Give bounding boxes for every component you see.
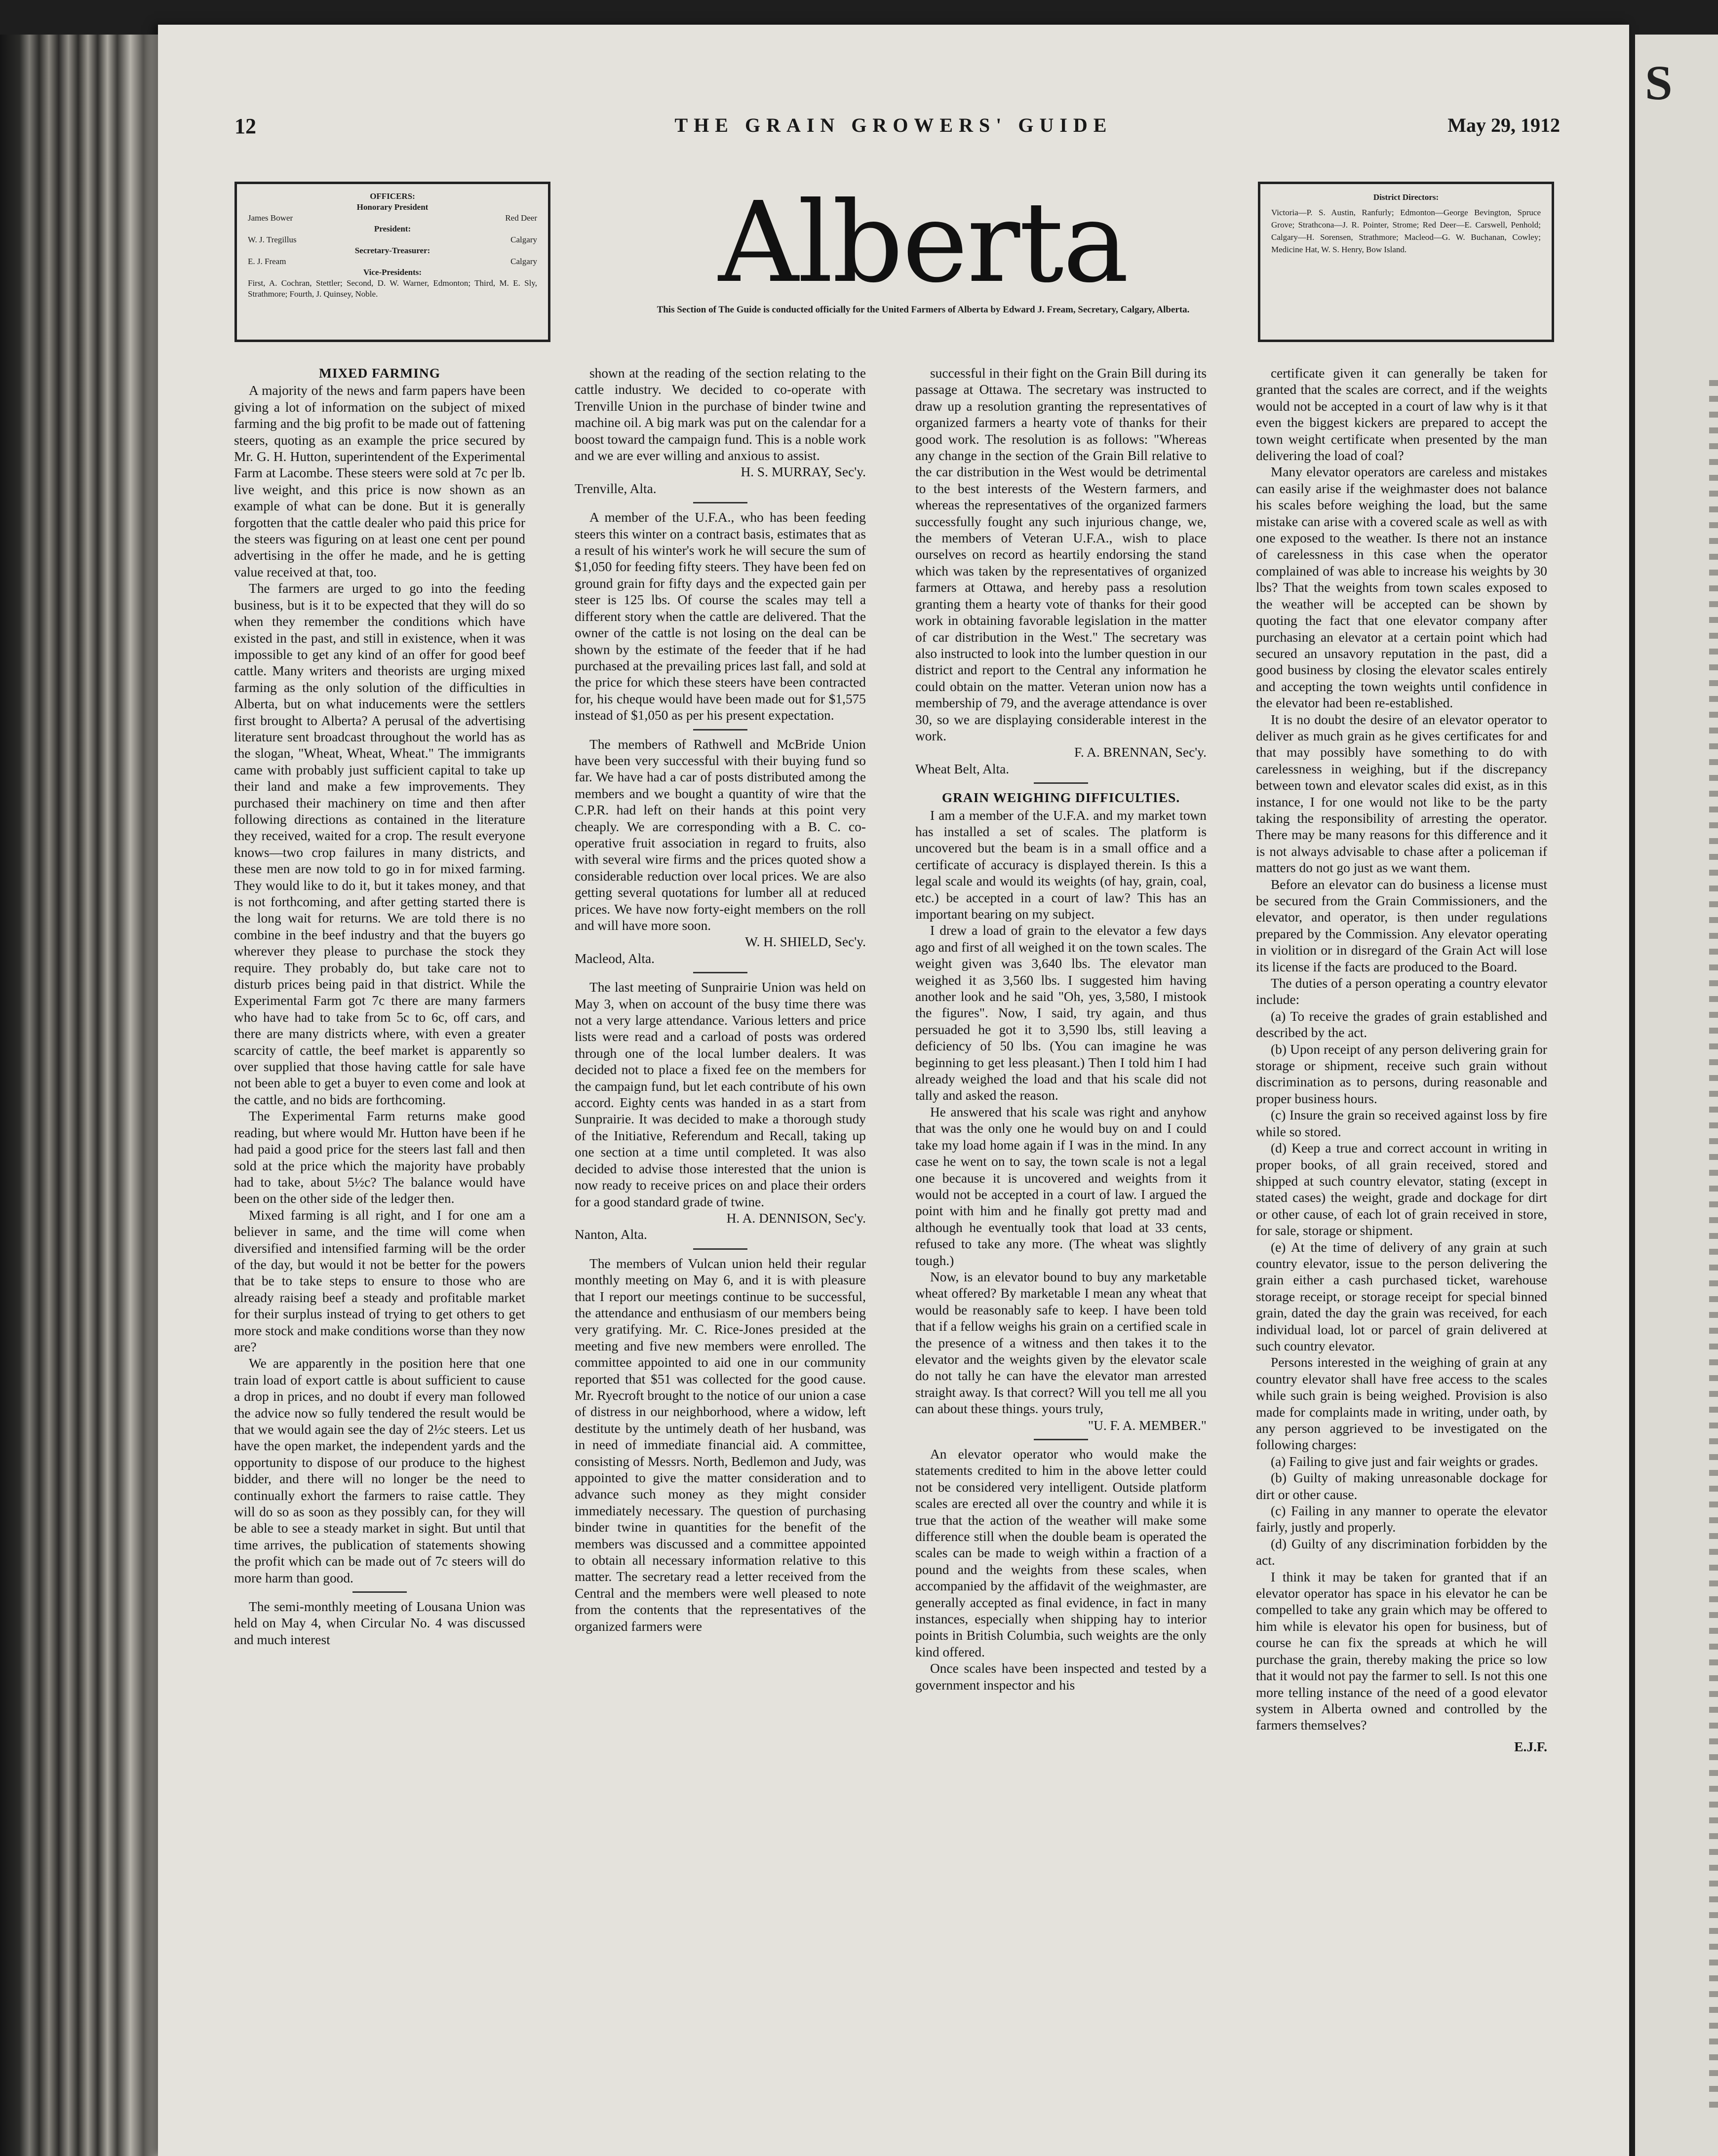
publication-title: THE GRAIN GROWERS' GUIDE	[674, 114, 1113, 136]
column-1	[234, 365, 525, 1648]
next-page-text-line	[1709, 791, 1718, 797]
next-page-text-line	[1709, 1738, 1718, 1744]
next-page-text-line	[1709, 949, 1718, 955]
section-rule	[1034, 782, 1088, 784]
next-page-text-line	[1709, 1517, 1718, 1523]
next-page-text-line	[1709, 1438, 1718, 1444]
next-page-text-line	[1709, 1122, 1718, 1128]
section-rule	[693, 502, 747, 503]
article-paragraph: The members of Vulcan union held their regular monthly meeting on May 6, and it is with pleasure that I report our meetings continue to be successful, the attendance and enthusiasm of our members being very gratifying. Mr. C. Rice-Jones presided at the meeting and five new members were enrolled. The committee appointed to aid one in our community reported that $51 was collected for the good cause. Mr. Ryecroft brought to the notice of our union a case of distress in our neighborhood, where a widow, left destitute by the untimely death of her husband, was in need of immediate financial aid. A committee, consisting of Messrs. North, Bedlemon and Judy, was appointed to give the matter consideration and to advance such money as they might consider immediately necessary. The question of purchasing binder twine in quantities for the benefit of the members was discussed and a committee appointed to obtain all necessary information relative to this matter. The secretary read a letter received from the Central and the members were well pleased to note from the contents that the representatives of the organized farmers were	[575, 1256, 866, 1634]
next-page-text-line	[1709, 933, 1718, 939]
newspaper-page	[158, 25, 1629, 2156]
next-page-text-line	[1709, 1628, 1718, 1634]
next-page-text-line	[1709, 1596, 1718, 1602]
author-initials: E.J.F.	[1514, 1739, 1547, 1754]
article-paragraph: (b) Guilty of making unreasonable dockage for dirt or other cause.	[1256, 1470, 1547, 1502]
signature: W. H. SHIELD, Sec'y.	[745, 934, 866, 950]
section-rule	[1034, 1439, 1088, 1440]
signature: H. S. MURRAY, Sec'y.	[741, 464, 866, 480]
next-page-text-line	[1709, 1312, 1718, 1318]
next-page-text-line	[1709, 838, 1718, 844]
article-paragraph: A member of the U.F.A., who has been feeding steers this winter on a contract basis, estimates that as a result of his winter's work he will secure the sum of $1,050 for feeding fifty steers. They have been fed on ground grain for fifty days and the expected gain per steer is 125 lbs. Of course the scales may tell a different story when the cattle are delivered. That the owner of the cattle is not losing on the deal can be shown by the estimate of the feeder that if he had purchased at the prevailing prices last fall, and sold at the price for which these steers have been contracted for, his cheque would have been made out for $1,575 instead of $1,050 as per his present expectation.	[575, 510, 866, 723]
next-page-text-line	[1709, 585, 1718, 591]
article-paragraph: He answered that his scale was right and anyhow that was the only one he would buy on and I could take my load home again if I was in the mind. In any case he went on to say, the town scale is not a legal one because it is uncovered and weights from it would not be accepted in a court of law. I argued the point with him and he finally got pretty mad and although he eventually took that load at 33 cents, refused to take any more. (The wheat was slightly tough.)	[915, 1104, 1207, 1268]
next-page-text-line	[1709, 1091, 1718, 1097]
article-paragraph: The members of Rathwell and McBride Union have been very successful with their buying fund so far. We have had a car of posts distributed among the members and we bought a quantity of wire that the C.P.R. had left on their hands at this point very cheaply. We are corresponding with a B. C. co-operative fruit association in regard to fruits, also with several wire firms and the prices quoted show a considerable reduction over local prices. We are also getting several quotations for lumber all at reduced prices. We have now forty-eight members on the roll and will have more soon.	[575, 736, 866, 933]
honorary-president-row	[248, 213, 537, 224]
directors-list: Victoria—P. S. Austin, Ranfurly; Edmonton—George Bevington, Spruce Grove; Strathcona—J. R. Pointer, Strome; Red Deer—E. Carswell, Penhold; Calgary—H. Sorensen, Strathmore; Macleod—G. W. Buchanan, Cowley; Medicine Hat, W. S. Henry, Bow Island.	[1271, 208, 1541, 254]
next-page-text-line	[1709, 1549, 1718, 1555]
next-page-text-line	[1709, 1849, 1718, 1855]
next-page-text-line	[1709, 1233, 1718, 1239]
column-3	[915, 365, 1207, 1694]
article-paragraph: Before an elevator can do business a license must be secured from the Grain Commissioners, and the elevator, and operator, is then under regulations prepared by the Commission. Any elevator operating in violition or in disregard of the Grain Act will lose its license if the facts are produced to the Board.	[1256, 877, 1547, 974]
next-page-text-line	[1709, 712, 1718, 718]
next-page-text-line	[1709, 1043, 1718, 1049]
next-page-text-line	[1709, 506, 1718, 512]
next-page-text-line	[1709, 1170, 1718, 1176]
next-page-text-line	[1709, 1423, 1718, 1428]
next-page-text-line	[1709, 2023, 1718, 2029]
next-page-text-line	[1709, 1817, 1718, 1823]
next-page-text-line	[1709, 1486, 1718, 1492]
dateline: Macleod, Alta.	[575, 951, 655, 966]
next-page-text-line	[1709, 1012, 1718, 1018]
next-page-text-line	[1709, 475, 1718, 481]
next-page-text-line	[1709, 870, 1718, 876]
next-page-text-line	[1709, 459, 1718, 465]
officers-box	[234, 182, 550, 342]
dateline: Wheat Belt, Alta.	[915, 761, 1010, 776]
next-page-text-line	[1709, 1107, 1718, 1113]
next-page-text-line	[1709, 1770, 1718, 1776]
article-paragraph: We are apparently in the position here that one train load of export cattle is about sufficient to cause a drop in prices, and no doubt if every man followed the advice now so fully tendered the result would be that we would again see the day of 2½c steers. Let us have the open market, the independent yards and the opportunity to dispose of our produce to the highest bidder, and there will no longer be the need to continually exhort the farmers to raise cattle. They will do so as soon as they possibly can, for they will be able to see a steady market in sight. But until that time arrives, the publication of statements showing the profit which can be made out of 7c steers will do more harm than good.	[234, 1356, 525, 1585]
next-page-text-line	[1709, 1186, 1718, 1192]
article-paragraph: (b) Upon receipt of any person delivering grain for storage or shipment, receive such grain without discrimination as to persons, during reasonable and proper business hours.	[1256, 1041, 1547, 1106]
next-page-text-line	[1709, 649, 1718, 654]
next-page-text-line	[1709, 807, 1718, 812]
next-page-text-line	[1709, 1833, 1718, 1839]
next-page-text-line	[1709, 1881, 1718, 1886]
next-page-text-line	[1709, 775, 1718, 781]
next-page-text-line	[1709, 2086, 1718, 2092]
directors-title: District Directors:	[1373, 192, 1439, 202]
next-page-text-line	[1709, 1249, 1718, 1255]
secretary-name: E. J. Fream	[248, 257, 286, 266]
next-page-title-fragment: S	[1645, 55, 1675, 110]
article-paragraph: (d) Guilty of any discrimination forbidden by the act.	[1256, 1536, 1547, 1568]
next-page-text-line	[1709, 680, 1718, 686]
next-page-text-line	[1709, 1059, 1718, 1065]
article-paragraph: Now, is an elevator bound to buy any marketable wheat offered? By marketable I mean any wheat that would be reasonably safe to keep. I have been told that if a fellow weighs his grain on a certified scale in the presence of a witness and then takes it to the elevator and the weights given by the elevator scale do not tally he can have the elevator man arrested straight away. Is that correct? Will you tell me all you can about these things. yours truly,	[915, 1269, 1207, 1417]
vice-presidents-list: First, A. Cochran, Stettler; Second, D. W. Warner, Edmonton; Third, M. E. Sly, Strathmore; Fourth, J. Quinsey, Noble.	[248, 278, 537, 299]
next-page-text-line	[1709, 1154, 1718, 1160]
next-page-text-line	[1709, 1565, 1718, 1571]
article-paragraph: The farmers are urged to go into the feeding business, but is it to be expected that they will do so when they remember the conditions which have existed in the past, and still in existence, when it was impossible to get any kind of an offer for good beef cattle. Many writers and theorists are urging mixed farming as the only solution of the difficulties in Alberta, but on what inducements were the settlers first brought to Alberta? A perusal of the advertising literature sent broadcast throughout the world has as the slogan, "Wheat, Wheat, Wheat." The immigrants came with probably just sufficient capital to take up their land and make a few improvements. They purchased their machinery on time and then after following directions as contained in the literature they received, waited for a crop. The result everyone knows—two crop failures in many districts, and these men are now told to go in for mixed farming. They would like to do it, but it takes money, and that is not forthcoming, and after getting started there is the long wait for returns. We are told there is no combine in the beef industry and that the buyers go wherever they please to purchase the stock they require. They probably do, but take care not to disturb prices being paid in that district. While the Experimental Farm got 7c there are many farmers who have had to take from 5c to 6c, off cars, and there are many districts where, with even a greater scarcity of cattle, the beef market is apparently so over supplied that those having cattle for sale have not been able to get a buyer to even come and look at the cattle, and no bids are forthcoming.	[234, 581, 525, 1107]
column-2	[575, 365, 866, 1635]
article-paragraph: I am a member of the U.F.A. and my market town has installed a set of scales. The platform is uncovered but the beam is in a small office and a certificate of accuracy is displayed therein. Is this a legal scale and would its weights (of hay, grain, coal, etc.) be accepted in a court of law? This has an important bearing on my subject.	[915, 808, 1207, 922]
next-page-text-line	[1709, 538, 1718, 544]
next-page-text-line	[1709, 1675, 1718, 1681]
next-page-text-line	[1709, 1375, 1718, 1381]
article-paragraph: (e) At the time of delivery of any grain at such country elevator, issue to the person delivering the grain either a cash purchased ticket, warehouse storage receipt, or storage receipt for special binned grain, dated the day the grain was received, for each individual load, lot or parcel of grain delivered at such country elevator.	[1256, 1239, 1547, 1353]
article-paragraph: (c) Failing in any manner to operate the elevator fairly, justly and properly.	[1256, 1503, 1547, 1535]
next-page-text-line	[1709, 2102, 1718, 2108]
next-page-text-line	[1709, 1328, 1718, 1334]
secretary-label: Secretary-Treasurer:	[354, 246, 430, 255]
next-page-text-line	[1709, 570, 1718, 576]
next-page-text-line	[1709, 664, 1718, 670]
article-paragraph: An elevator operator who would make the statements credited to him in the above letter could not be considered very intelligent. Outside platform scales are erected all over the country and while it is true that the action of the weather will make some difference still when the double beam is operated the scales can be made to weigh within a fraction of a pound and the weights from these scales, when accompanied by the affidavit of the weighmaster, are generally accepted as final evidence, in fact in many instances, especially when shipping hay to interior points in British Columbia, such weights are the only kind offered.	[915, 1447, 1207, 1659]
section-rule	[693, 729, 747, 731]
section-rule	[693, 1248, 747, 1250]
president-row	[248, 234, 537, 245]
next-page-text-line	[1709, 2054, 1718, 2060]
next-page-text-line	[1709, 728, 1718, 733]
article-paragraph: I drew a load of grain to the elevator a few days ago and first of all weighed it on the town scales. The weight given was 3,640 lbs. The elevator man weighed it as 3,560 lbs. I suggested him having another look and he said "Oh, yes, 3,580, I mistook the figures". Now, I said, try again, and thus persuaded he got it to 3,590 lbs, still leaving a deficiency of 50 lbs. (You can imagine he was beginning to get less pleasant.) Then I told him I had already weighed the load and that his scale did not tally and asked the reason.	[915, 923, 1207, 1103]
article-paragraph: shown at the reading of the section relating to the cattle industry. We decided to co-operate with Trenville Union in the purchase of binder twine and machine oil. A big mark was put on the calendar for a boost toward the campaign fund. This is a noble work and we are ever willing and anxious to assist.	[575, 366, 866, 463]
next-page-text-line	[1709, 759, 1718, 765]
article-paragraph: certificate given it can generally be taken for granted that the scales are correct, and if the weights would not be accepted in a court of law why is it that even the biggest kickers are prepared to accept the town weight certificate when presented by the man delivering the load of coal?	[1256, 366, 1547, 463]
article-paragraph: (c) Insure the grain so received against loss by fire while so stored.	[1256, 1108, 1547, 1139]
secretary-row	[248, 256, 537, 267]
honorary-president-place: Red Deer	[505, 213, 537, 223]
next-page-text-line	[1709, 1391, 1718, 1397]
next-page-text-line	[1709, 427, 1718, 433]
article-paragraph: Once scales have been inspected and tested by a government inspector and his	[915, 1661, 1207, 1693]
secretary-place: Calgary	[510, 257, 537, 266]
next-page-text-line	[1709, 1280, 1718, 1286]
next-page-text-line	[1709, 886, 1718, 891]
next-page-text-line	[1709, 554, 1718, 560]
next-page-edge	[1635, 35, 1718, 2156]
next-page-text-line	[1709, 1580, 1718, 1586]
next-page-text-line	[1709, 1928, 1718, 1934]
honorary-president-name: James Bower	[248, 213, 293, 223]
next-page-text-line	[1709, 2039, 1718, 2044]
next-page-text-line	[1709, 1991, 1718, 1997]
article-paragraph: It is no doubt the desire of an elevator operator to deliver as much grain as he gives certificates for and that may possibly have something to do with carelessness in weighing, but if the discrepancy between town and elevator scales did exist, as in this instance, I for one would not like to be the party taking the responsibility of arresting the operator. There may be many reasons for this difference and it is not always advisable to chase after a policeman if matters do not go just as we want them.	[1256, 712, 1547, 876]
next-page-text-line	[1709, 1659, 1718, 1665]
mixed-farming-heading: MIXED FARMING	[318, 366, 441, 381]
vice-presidents-label: Vice-Presidents:	[363, 268, 422, 277]
dateline: Trenville, Alta.	[575, 481, 657, 496]
article-paragraph: Mixed farming is all right, and I for one am a believer in same, and the time will come when diversified and intensified farming will be the order of the day, but would it not be better for the powers that be to take steps to ensure to those who are already raising beef a steady and profitable market for their surplus instead of trying to get others to get more stock and make conditions worse than they now are?	[234, 1207, 525, 1354]
next-page-text-line	[1709, 1296, 1718, 1302]
next-page-text-line	[1709, 396, 1718, 402]
article-paragraph: I think it may be taken for granted that if an elevator operator has space in his elevator he can be compelled to take any grain which may be offered to him while is elevator his open for business, but of course he can fix the spreads at which he will purchase the grain, thereby making the price so low that it would not pay the farmer to sell. Is not this one more telling instance of the need of a good elevator system in Alberta owned and controlled by the farmers themselves?	[1256, 1569, 1547, 1733]
article-paragraph: successful in their fight on the Grain Bill during its passage at Ottawa. The secretary was instructed to draw up a resolution granting the representatives of organized farmers a hearty vote of thanks for their good work. The resolution is as follows: "Whereas any change in the section of the Grain Bill relative to the car distribution in the West would be detrimental to the best interests of the Western farmers, and whereas the representatives of the organized farmers successfully fought any such injurious change, we, the members of Veteran U.F.A., wish to place ourselves on record as heartily endorsing the stand which was taken by the representatives of organized farmers at Ottawa, and hereby pass a resolution granting them a hearty vote of thanks for their good work in obtaining favorable legislation in the matter of car distribution in the West." The secretary was also instructed to look into the lumber question in our district and report to the Central any information he could obtain on the matter. Veteran union now has a membership of 79, and the average attendance is over 30, so we are displaying considerable interest in the work.	[915, 366, 1207, 743]
next-page-text-line	[1709, 1502, 1718, 1507]
next-page-text-line	[1709, 617, 1718, 623]
article-paragraph: A majority of the news and farm papers have been giving a lot of information on the subject of mixed farming and the big profit to be made out of fattening steers, quoting as an example the price secured by Mr. G. H. Hutton, superintendent of the Experimental Farm at Lacombe. These steers were sold at 7c per lb. live weight, and this price is now shown as an example of what can be done. But it is generally forgotten that the cattle dealer who paid this price for the steers was figuring on at least one cent per pound advertising in the offer he made, and he is getting value received at that, too.	[234, 383, 525, 579]
next-page-text-line	[1709, 696, 1718, 702]
next-page-text-line	[1709, 854, 1718, 860]
dateline: Nanton, Alta.	[575, 1227, 647, 1242]
directors-box	[1258, 182, 1554, 342]
next-page-text-line	[1709, 1960, 1718, 1965]
next-page-text-line	[1709, 1786, 1718, 1792]
next-page-text-line	[1709, 380, 1718, 386]
next-page-text-line	[1709, 633, 1718, 639]
next-page-text-line	[1709, 2007, 1718, 2013]
section-note: This Section of The Guide is conducted officially for the United Farmers of Alberta by Edward J. Fream, Secretary, Calgary, Alberta.	[657, 305, 1190, 315]
officers-title: OFFICERS:	[370, 192, 415, 201]
page-number: 12	[234, 114, 256, 138]
next-page-text-line	[1709, 1707, 1718, 1713]
honorary-president-label: Honorary President	[356, 202, 429, 212]
next-page-text-line	[1709, 1028, 1718, 1034]
next-page-text-line	[1709, 1359, 1718, 1365]
next-page-text-line	[1709, 964, 1718, 970]
article-paragraph: The Experimental Farm returns make good reading, but where would Mr. Hutton have been if he had paid a good price for the steers last fall and then sold at the price which the majority have probably had to take, about 5½c? The balance would have been on the other side of the ledger then.	[234, 1109, 525, 1206]
president-name: W. J. Tregillus	[248, 235, 297, 244]
next-page-text-line	[1709, 1802, 1718, 1808]
next-page-text-line	[1709, 491, 1718, 497]
section-rule	[693, 972, 747, 973]
next-page-text-line	[1709, 1723, 1718, 1729]
signature: H. A. DENNISON, Sec'y.	[726, 1210, 866, 1226]
signature: "U. F. A. MEMBER."	[1088, 1418, 1207, 1433]
issue-date: May 29, 1912	[1447, 114, 1560, 136]
article-paragraph: Many elevator operators are careless and mistakes can easily arise if the weighmaster does not balance his scales before weighing the load, but the same mistake can arise with a covered scale as well as with one exposed to the weather. Is there not an instance of carelessness in this case when the operator complained of was able to increase his weights by 30 lbs? That the weights from town scales exposed to the weather will be accepted can be shown by quoting the fact that one elevator company after purchasing an elevator at a certain point which had secured an unsavory reputation in the past, did a good business by closing the elevator scales entirely and accepting the town weights until confidence in the elevator had been re-established.	[1256, 464, 1547, 711]
next-page-text-line	[1709, 1644, 1718, 1650]
article-paragraph: (a) Failing to give just and fair weights or grades.	[1271, 1454, 1538, 1469]
article-paragraph: The last meeting of Sunprairie Union was held on May 3, when on account of the busy time there was not a very large attendance. Various letters and price lists were read and a carload of posts was ordered through one of the local lumber dealers. It was decided not to place a fixed fee on the members for the campaign fund, but let each contribute of his own accord. Eighty cents was handed in as a start from Sunprairie. It was decided to make a thorough study of the Initiative, Referendum and Recall, taking up one section at a time until completed. It was also decided to advise those interested that the union is now ready to receive prices on and place their orders for a good standard grade of twine.	[575, 980, 866, 1209]
next-page-text-line	[1709, 1470, 1718, 1476]
next-page-text-line	[1709, 1944, 1718, 1950]
section-rule	[352, 1591, 407, 1593]
next-page-text-line	[1709, 1533, 1718, 1539]
president-place: Calgary	[510, 235, 537, 244]
next-page-text-line	[1709, 1344, 1718, 1349]
next-page-text-line	[1709, 1201, 1718, 1207]
next-page-text-line	[1709, 412, 1718, 418]
next-page-text-line	[1709, 1975, 1718, 1981]
next-page-text-line	[1709, 901, 1718, 907]
next-page-text-line	[1709, 822, 1718, 828]
signature: F. A. BRENNAN, Sec'y.	[1074, 745, 1207, 760]
next-page-text-line	[1709, 1138, 1718, 1144]
next-page-text-line	[1709, 743, 1718, 749]
grain-weighing-heading: GRAIN WEIGHING DIFFICULTIES.	[941, 790, 1180, 806]
next-page-text-line	[1709, 601, 1718, 607]
next-page-text-line	[1709, 1265, 1718, 1270]
next-page-text-line	[1709, 1896, 1718, 1902]
section-masthead: Alberta	[718, 178, 1128, 308]
next-page-text-line	[1709, 1075, 1718, 1081]
next-page-text-line	[1709, 1217, 1718, 1223]
page-stack-edges	[0, 35, 163, 2156]
next-page-text-line	[1709, 980, 1718, 986]
article-paragraph: Persons interested in the weighing of grain at any country elevator shall have free access to the scales while such grain is being weighed. Provision is also made for complaints made in writing, under oath, by any person aggrieved to be investigated on the following charges:	[1256, 1355, 1547, 1453]
next-page-text-line	[1709, 1407, 1718, 1413]
next-page-text-line	[1709, 522, 1718, 528]
next-page-text-line	[1709, 1865, 1718, 1871]
next-page-text-line	[1709, 917, 1718, 923]
article-paragraph: The duties of a person operating a country elevator include:	[1256, 976, 1547, 1007]
next-page-text-line	[1709, 1612, 1718, 1618]
next-page-text-line	[1709, 1912, 1718, 1918]
next-page-text-line	[1709, 1691, 1718, 1697]
column-4	[1256, 365, 1547, 1755]
next-page-text-line	[1709, 1454, 1718, 1460]
article-paragraph: (d) Keep a true and correct account in writing in proper books, of all grain received, stored and shipped at such country elevator, stating (except in stated cases) the weight, grade and dockage for dirt or other cause, of each lot of grain received in store, for sale, storage or shipment.	[1256, 1141, 1547, 1238]
article-paragraph: (a) To receive the grades of grain established and described by the act.	[1256, 1008, 1547, 1040]
next-page-text-line	[1709, 443, 1718, 449]
next-page-text-line	[1709, 996, 1718, 1002]
article-paragraph: The semi-monthly meeting of Lousana Union was held on May 4, when Circular No. 4 was discussed and much interest	[234, 1599, 525, 1647]
next-page-text-line	[1709, 1754, 1718, 1760]
president-label: President:	[374, 224, 411, 233]
next-page-text-line	[1709, 2070, 1718, 2076]
